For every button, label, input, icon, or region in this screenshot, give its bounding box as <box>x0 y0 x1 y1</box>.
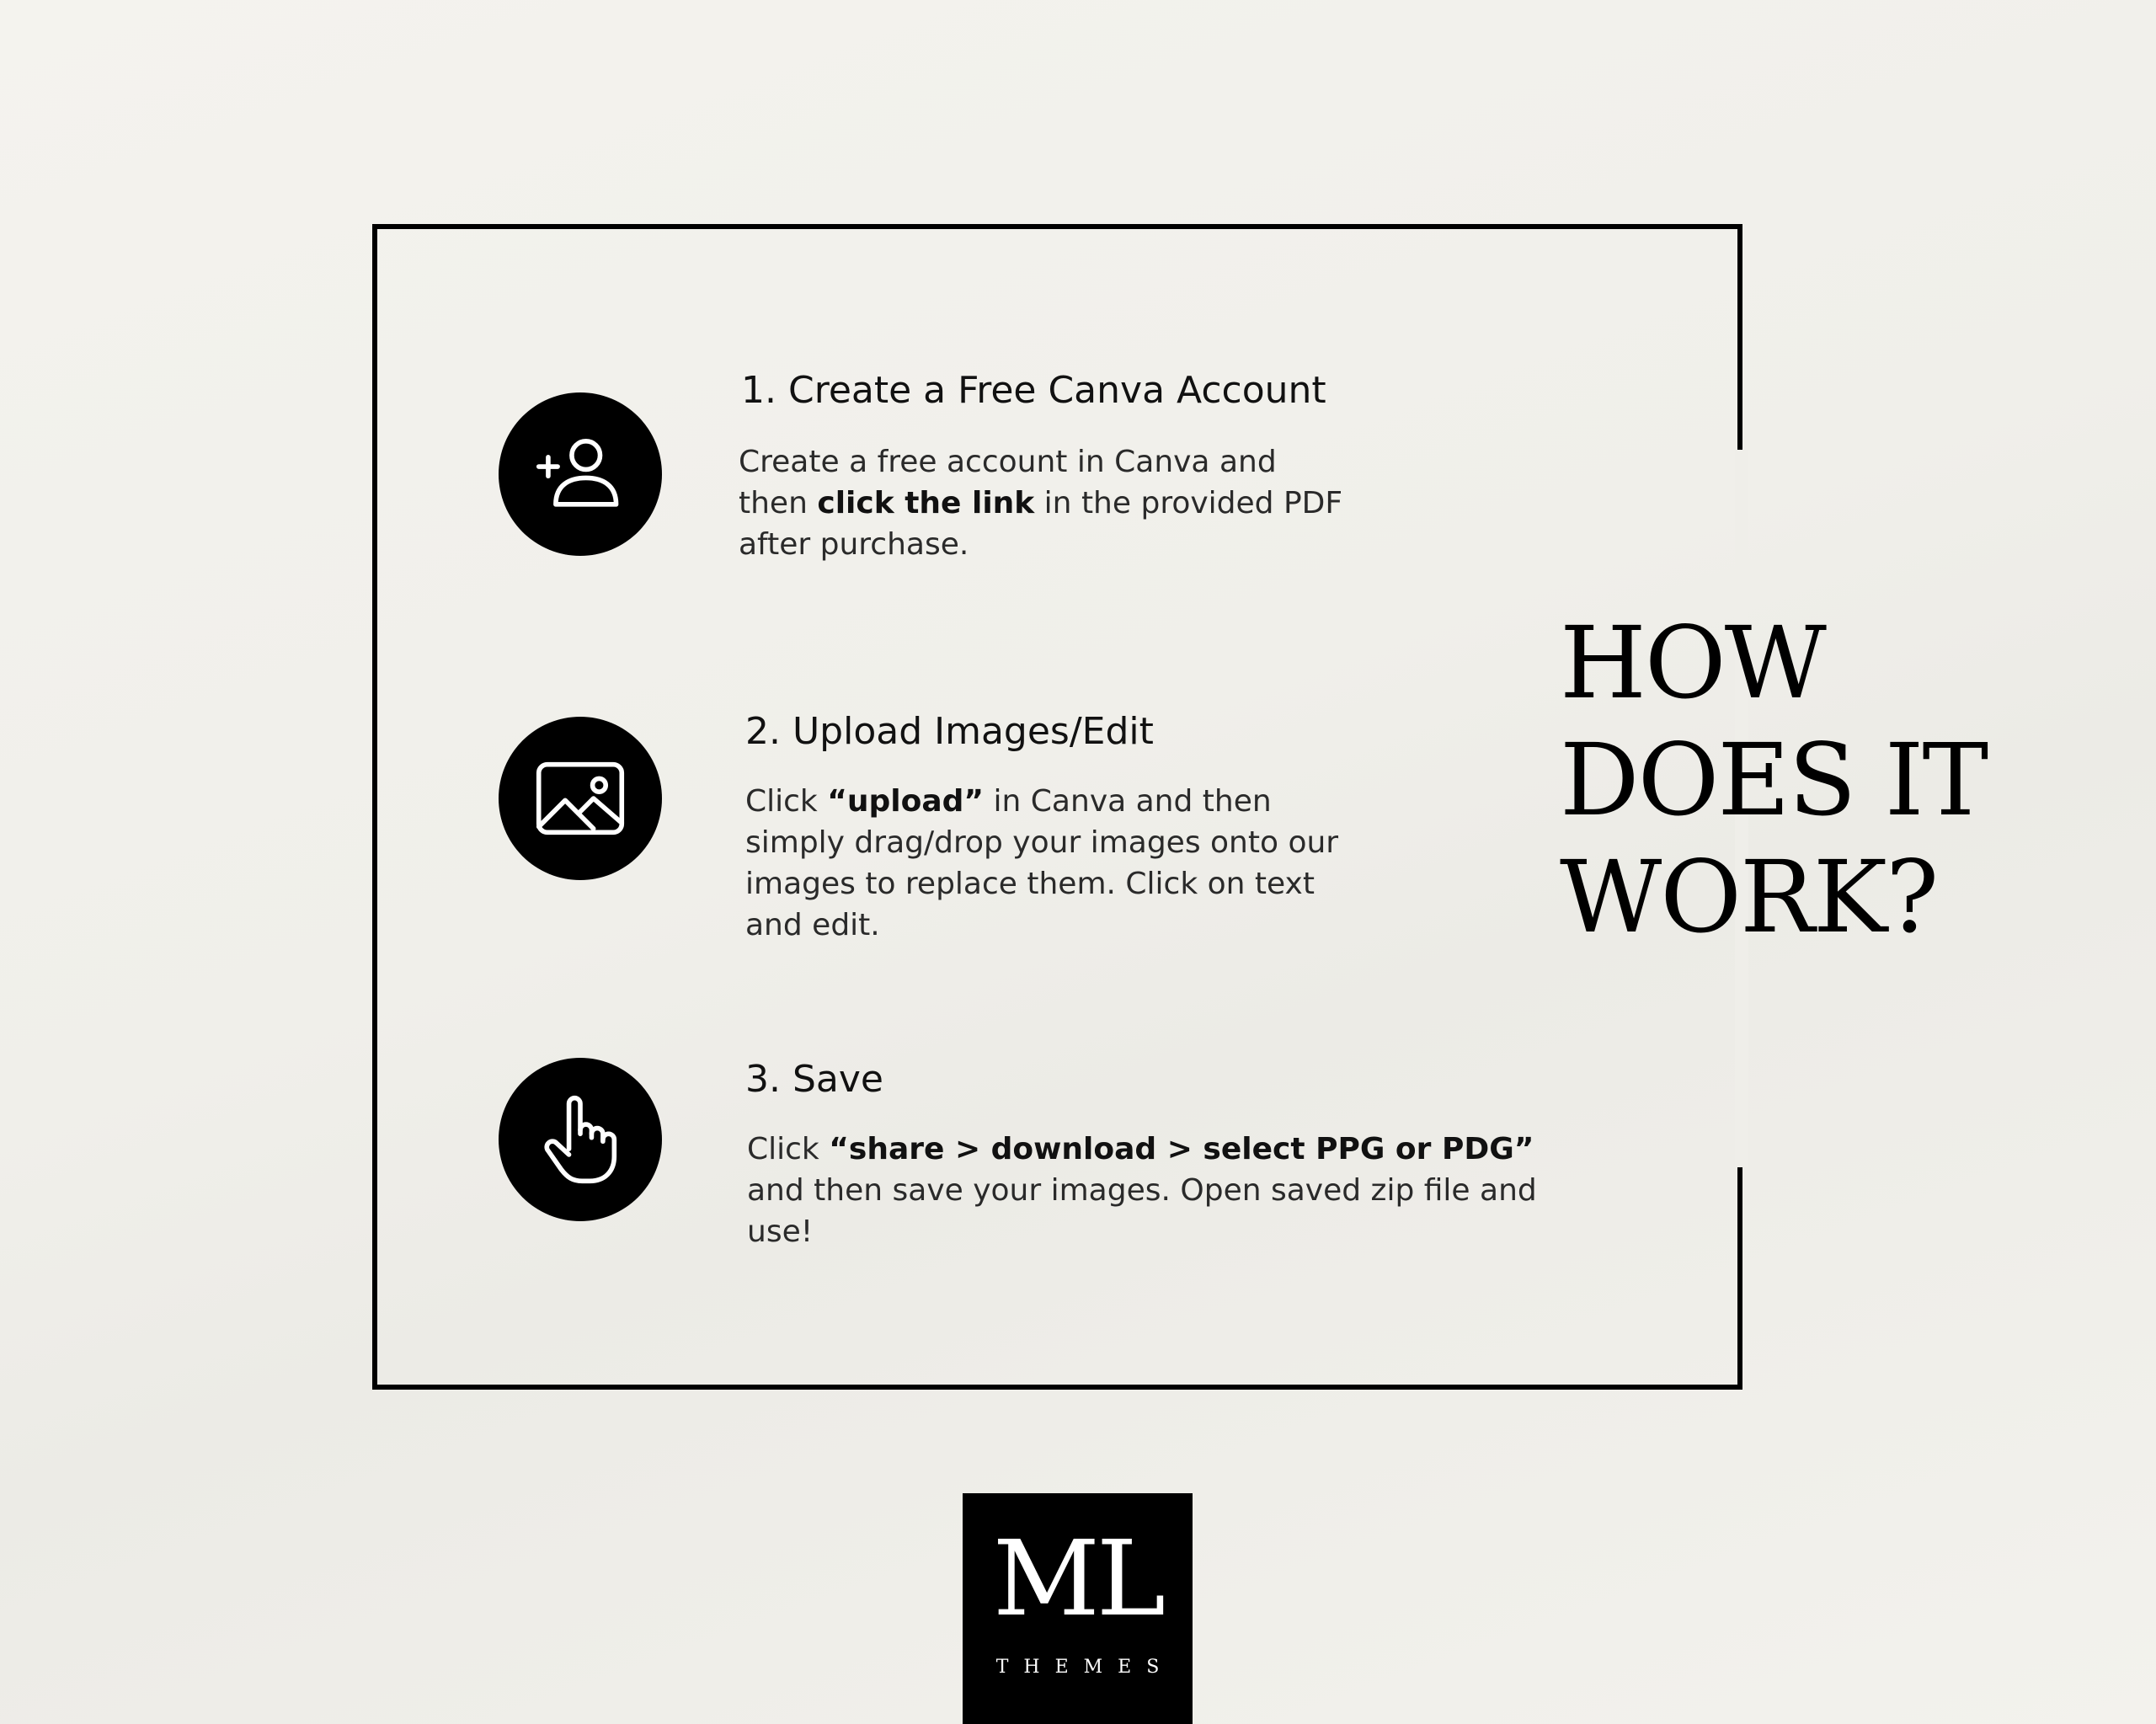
step-1-desc-bold: click the link <box>817 486 1035 520</box>
brand-logo <box>963 1493 1193 1724</box>
step-2-title: 2. Upload Images/Edit <box>745 710 1154 753</box>
step-3-desc-text: Click <box>747 1132 830 1166</box>
step-2-desc-text: Click <box>745 784 828 819</box>
step-3-description <box>747 1129 1589 1252</box>
step-3-title: 3. Save <box>745 1058 883 1101</box>
logo-subtitle: THEMES <box>995 1657 1175 1678</box>
step-2-description <box>745 781 1369 946</box>
add-user-icon <box>499 392 662 556</box>
pointer-hand-icon <box>499 1058 662 1221</box>
step-1-description <box>739 441 1345 565</box>
step-1-desc-text-end: in the provided PDF after purchase. <box>739 486 1343 562</box>
heading-line-3: WORK? <box>1560 839 1938 955</box>
step-3-desc-text-end: and then save your images. Open saved zip file and use! <box>747 1173 1537 1249</box>
heading-line-1: HOW <box>1560 605 1825 721</box>
step-1-title: 1. Create a Free Canva Account <box>741 369 1326 412</box>
step-2-desc-bold: “upload” <box>827 784 985 819</box>
step-2-desc-text-end: in Canva and then simply drag/drop your images onto our images to replace them. Click on text and edit. <box>745 784 1339 942</box>
logo-mark: ML <box>992 1519 1163 1640</box>
step-3-desc-bold: “share > download > select PPG or PDG” <box>829 1132 1534 1166</box>
step-1-desc-text: Create a free account in Canva and then <box>739 445 1277 520</box>
page-heading <box>1560 605 1987 956</box>
image-icon <box>499 717 662 880</box>
heading-line-2: DOES IT <box>1560 722 1988 838</box>
